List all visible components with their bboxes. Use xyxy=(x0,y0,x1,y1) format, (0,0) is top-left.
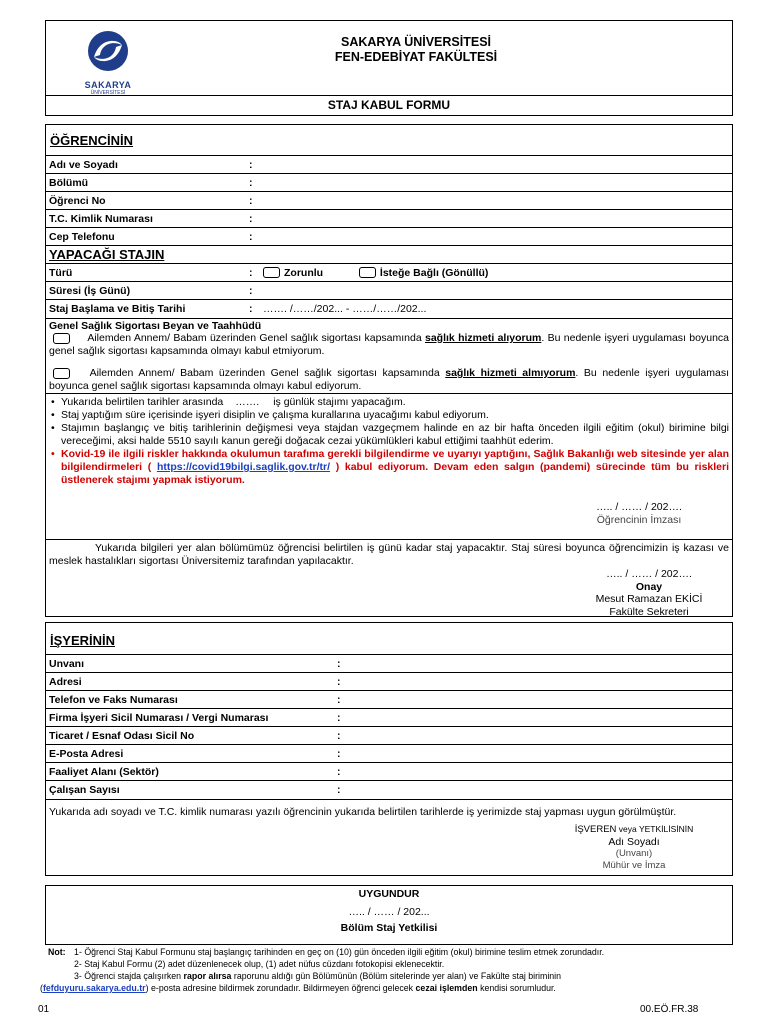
faculty-name: FEN-EDEBİYAT FAKÜLTESİ xyxy=(334,50,498,64)
page-number: 01 xyxy=(38,1004,50,1015)
approver-title: Fakülte Sekreteri xyxy=(609,605,689,618)
table-row xyxy=(46,210,732,228)
field-separator: : xyxy=(246,264,260,282)
field-separator: : xyxy=(246,300,260,318)
field-label: E-Posta Adresi xyxy=(46,745,334,763)
field-separator: : xyxy=(334,745,348,763)
checkbox-receiving-service[interactable] xyxy=(53,333,70,344)
student-no-field[interactable] xyxy=(260,192,732,210)
faculty-approval-text: Yukarıda bilgileri yer alan bölümümüz öğrencisi belirtilen iş günü kadar staj yapacaktır. Staj süresi boyunca öğrencimizin iş kazası ve meslek hastalıkları sigortası Üniversitemiz tarafından yapılacaktır. xyxy=(49,542,729,567)
option-mandatory-label: Zorunlu xyxy=(284,266,324,279)
employer-info-table xyxy=(46,654,732,799)
field-separator: : xyxy=(246,228,260,246)
note-1: 1- Öğrenci Staj Kabul Formunu staj başlangıç tarihinden en geç on (10) gün önceden ilgili eğitim (okul) birimine teslim etmek zorundadır. xyxy=(74,947,605,957)
declaration-item: • Yukarıda belirtilen tarihler arasında ……. iş günlük stajımı yapacağım. xyxy=(49,396,729,409)
department-approval-title: UYGUNDUR xyxy=(358,888,420,900)
approver-name: Mesut Ramazan EKİCİ xyxy=(595,593,703,605)
table-row xyxy=(46,709,732,727)
covid-info-link[interactable]: https://covid19bilgi.saglik.gov.tr/tr/ xyxy=(156,461,331,473)
notes xyxy=(40,946,730,994)
faculty-approval xyxy=(46,539,732,620)
table-row xyxy=(46,781,732,799)
field-separator: : xyxy=(334,709,348,727)
declaration-item: • Staj yaptığım süre içerisinde işyeri disiplin ve çalışma kurallarına uyacağımı kabul ediyorum. xyxy=(49,409,729,422)
field-label: Türü xyxy=(46,264,246,282)
student-declarations xyxy=(46,393,732,527)
insurance-title: Genel Sağlık Sigortası Beyan ve Taahhüdü xyxy=(49,319,262,332)
field-label: Telefon ve Faks Numarası xyxy=(46,691,334,709)
field-separator: : xyxy=(246,282,260,300)
logo-text: SAKARYA xyxy=(84,80,132,90)
field-separator: : xyxy=(334,673,348,691)
table-row xyxy=(46,655,732,673)
department-approver-label: Bölüm Staj Yetkilisi xyxy=(340,922,438,934)
note-3-continued: (fefduyuru.sakarya.edu.tr) e-posta adresine bildirmek zorundadır. Bildirmeyen öğrenci gelecek cezai işlemden kendisi sorumludur. xyxy=(40,983,556,993)
form-title: STAJ KABUL FORMU xyxy=(45,96,733,116)
table-row xyxy=(46,192,732,210)
field-label: Bölümü xyxy=(46,174,246,192)
declaration-item: • Stajımın başlangıç ve bitiş tarihlerinin değişmesi veya stajdan vazgeçmem halinde en az bir hafta önceden ilgili eğitim (okul) birimine bilgi vereceğimi, aksi halde 5510 sayılı kanun gereği doğacak cezai yükümlükleri kabul ettiğimi taahhüt ederim. xyxy=(49,422,729,448)
department-field[interactable] xyxy=(260,174,732,192)
logo-subtext: ÜNİVERSİTESİ xyxy=(90,90,126,96)
notes-label: Not: xyxy=(48,947,66,957)
chamber-registry-field[interactable] xyxy=(348,727,732,745)
employer-signature-name: Adı Soyadı xyxy=(608,835,660,848)
table-row xyxy=(46,228,732,246)
table-row xyxy=(46,300,732,318)
tc-id-field[interactable] xyxy=(260,210,732,228)
field-label: Ticaret / Esnaf Odası Sicil No xyxy=(46,727,334,745)
department-approval xyxy=(45,885,733,945)
student-date-line: ….. / …… / 202…. xyxy=(596,501,682,513)
field-label: Faaliyet Alanı (Sektör) xyxy=(46,763,334,781)
mobile-phone-field[interactable] xyxy=(260,228,732,246)
field-separator: : xyxy=(334,781,348,799)
field-label: T.C. Kimlik Numarası xyxy=(46,210,246,228)
insurance-option-1: Ailemden Annem/ Babam üzerinden Genel sağlık sigortası kapsamında sağlık hizmeti alıyorum. Bu nedenle işyeri uygulaması boyunca genel sağlık sigortası kapsamında olmayı kabul etmiyorum. xyxy=(49,332,729,357)
student-info-table xyxy=(46,155,732,318)
field-label: Firma İşyeri Sicil Numarası / Vergi Numarası xyxy=(46,709,334,727)
table-row xyxy=(46,282,732,300)
approval-label: Onay xyxy=(635,580,663,593)
field-separator: : xyxy=(246,210,260,228)
university-name: SAKARYA ÜNİVERSİTESİ xyxy=(340,35,492,49)
employer-statement: Yukarıda adı soyadı ve T.C. kimlik numarası yazılı öğrencinin yukarıda belirtilen tarihlerde iş yerimizde staj yapması uygun görülmüştür. xyxy=(49,805,677,818)
checkbox-mandatory[interactable] xyxy=(263,267,280,278)
registry-tax-field[interactable] xyxy=(348,709,732,727)
department-date-line: ….. / …… / 202... xyxy=(348,906,430,918)
field-label: Staj Başlama ve Bitiş Tarihi xyxy=(46,300,246,318)
faculty-email-link[interactable]: fefduyuru.sakarya.edu.tr xyxy=(42,983,146,993)
insurance-declaration xyxy=(46,318,732,394)
field-label: Öğrenci No xyxy=(46,192,246,210)
field-separator: : xyxy=(246,174,260,192)
email-field[interactable] xyxy=(348,745,732,763)
field-label: Adı ve Soyadı xyxy=(46,156,246,174)
employer-section-title: İŞYERİNİN xyxy=(50,633,116,648)
document-code: 00.EÖ.FR.38 xyxy=(640,1004,699,1015)
table-row xyxy=(46,174,732,192)
field-separator: : xyxy=(334,691,348,709)
field-separator: : xyxy=(334,655,348,673)
table-row xyxy=(46,264,732,282)
table-row xyxy=(46,745,732,763)
table-row xyxy=(46,156,732,174)
checkbox-not-receiving-service[interactable] xyxy=(53,368,70,379)
note-3: 3- Öğrenci stajda çalışırken rapor alırsa raporunu aldığı gün Bölümünün (Bölüm sitelerinde yer alan) ve Fakülte staj biriminin xyxy=(74,971,562,981)
field-label: Süresi (İş Günü) xyxy=(46,282,246,300)
note-2: 2- Staj Kabul Formu (2) adet düzenlenecek olup, (1) adet nüfus cüzdanı fotokopisi eklenecektir. xyxy=(74,959,445,969)
field-label: Unvanı xyxy=(46,655,334,673)
option-voluntary-label: İsteğe Bağlı (Gönüllü) xyxy=(379,266,489,279)
student-section-title: ÖĞRENCİNİN xyxy=(50,133,134,148)
table-row xyxy=(46,763,732,781)
field-label: Cep Telefonu xyxy=(46,228,246,246)
header-box xyxy=(45,20,733,96)
company-address-field[interactable] xyxy=(348,673,732,691)
table-row xyxy=(46,673,732,691)
logo-emblem-icon xyxy=(78,29,138,77)
employer-section xyxy=(45,622,733,876)
company-title-field[interactable] xyxy=(348,655,732,673)
field-label: Adresi xyxy=(46,673,334,691)
insurance-option-2: Ailemden Annem/ Babam üzerinden Genel sağlık sigortası kapsamında sağlık hizmeti almıyorum. Bu nedenle işyeri uygulaması boyunca genel sağlık sigortası kapsamında olmayı kabul ediyorum. xyxy=(49,367,730,392)
table-row xyxy=(46,246,732,264)
sector-field[interactable] xyxy=(348,763,732,781)
employer-signature-title: İŞVEREN veya YETKİLİSİNİN xyxy=(574,823,694,835)
student-signature-label: Öğrencinin İmzası xyxy=(596,514,682,526)
internship-section-title: YAPACAĞI STAJIN xyxy=(46,246,732,264)
table-row xyxy=(46,691,732,709)
employee-count-field[interactable] xyxy=(348,781,732,799)
checkbox-voluntary[interactable] xyxy=(359,267,376,278)
field-separator: : xyxy=(246,192,260,210)
field-label: Çalışan Sayısı xyxy=(46,781,334,799)
approval-date-line: ….. / …… / 202…. xyxy=(606,568,692,580)
university-logo xyxy=(78,29,138,96)
field-separator: : xyxy=(246,156,260,174)
field-separator: : xyxy=(334,763,348,781)
student-section xyxy=(45,124,733,617)
phone-fax-field[interactable] xyxy=(348,691,732,709)
covid-declaration: • Kovid-19 ile ilgili riskler hakkında okulumun tarafıma gerekli bilgilendirme ve uyarıyı yaptığını, Sağlık Bakanlığı web sitesinde yer alan bilgilendirmeleri ( https://covid19bilgi.saglik.gov.tr/tr/ ) kabul ediyorum. Devam eden salgın (pandemi) sürecinde tüm bu riskleri üstlenerek stajımı yapmak istiyorum. xyxy=(49,448,729,487)
employer-signature-position: (Unvanı) xyxy=(615,847,653,859)
employer-stamp-label: Mühür ve İmza xyxy=(602,859,666,871)
field-separator: : xyxy=(334,727,348,745)
table-row xyxy=(46,727,732,745)
duration-field[interactable] xyxy=(260,282,732,300)
name-field[interactable] xyxy=(260,156,732,174)
dates-field[interactable]: ……. /……/202... - ……/……/202... xyxy=(260,300,732,318)
